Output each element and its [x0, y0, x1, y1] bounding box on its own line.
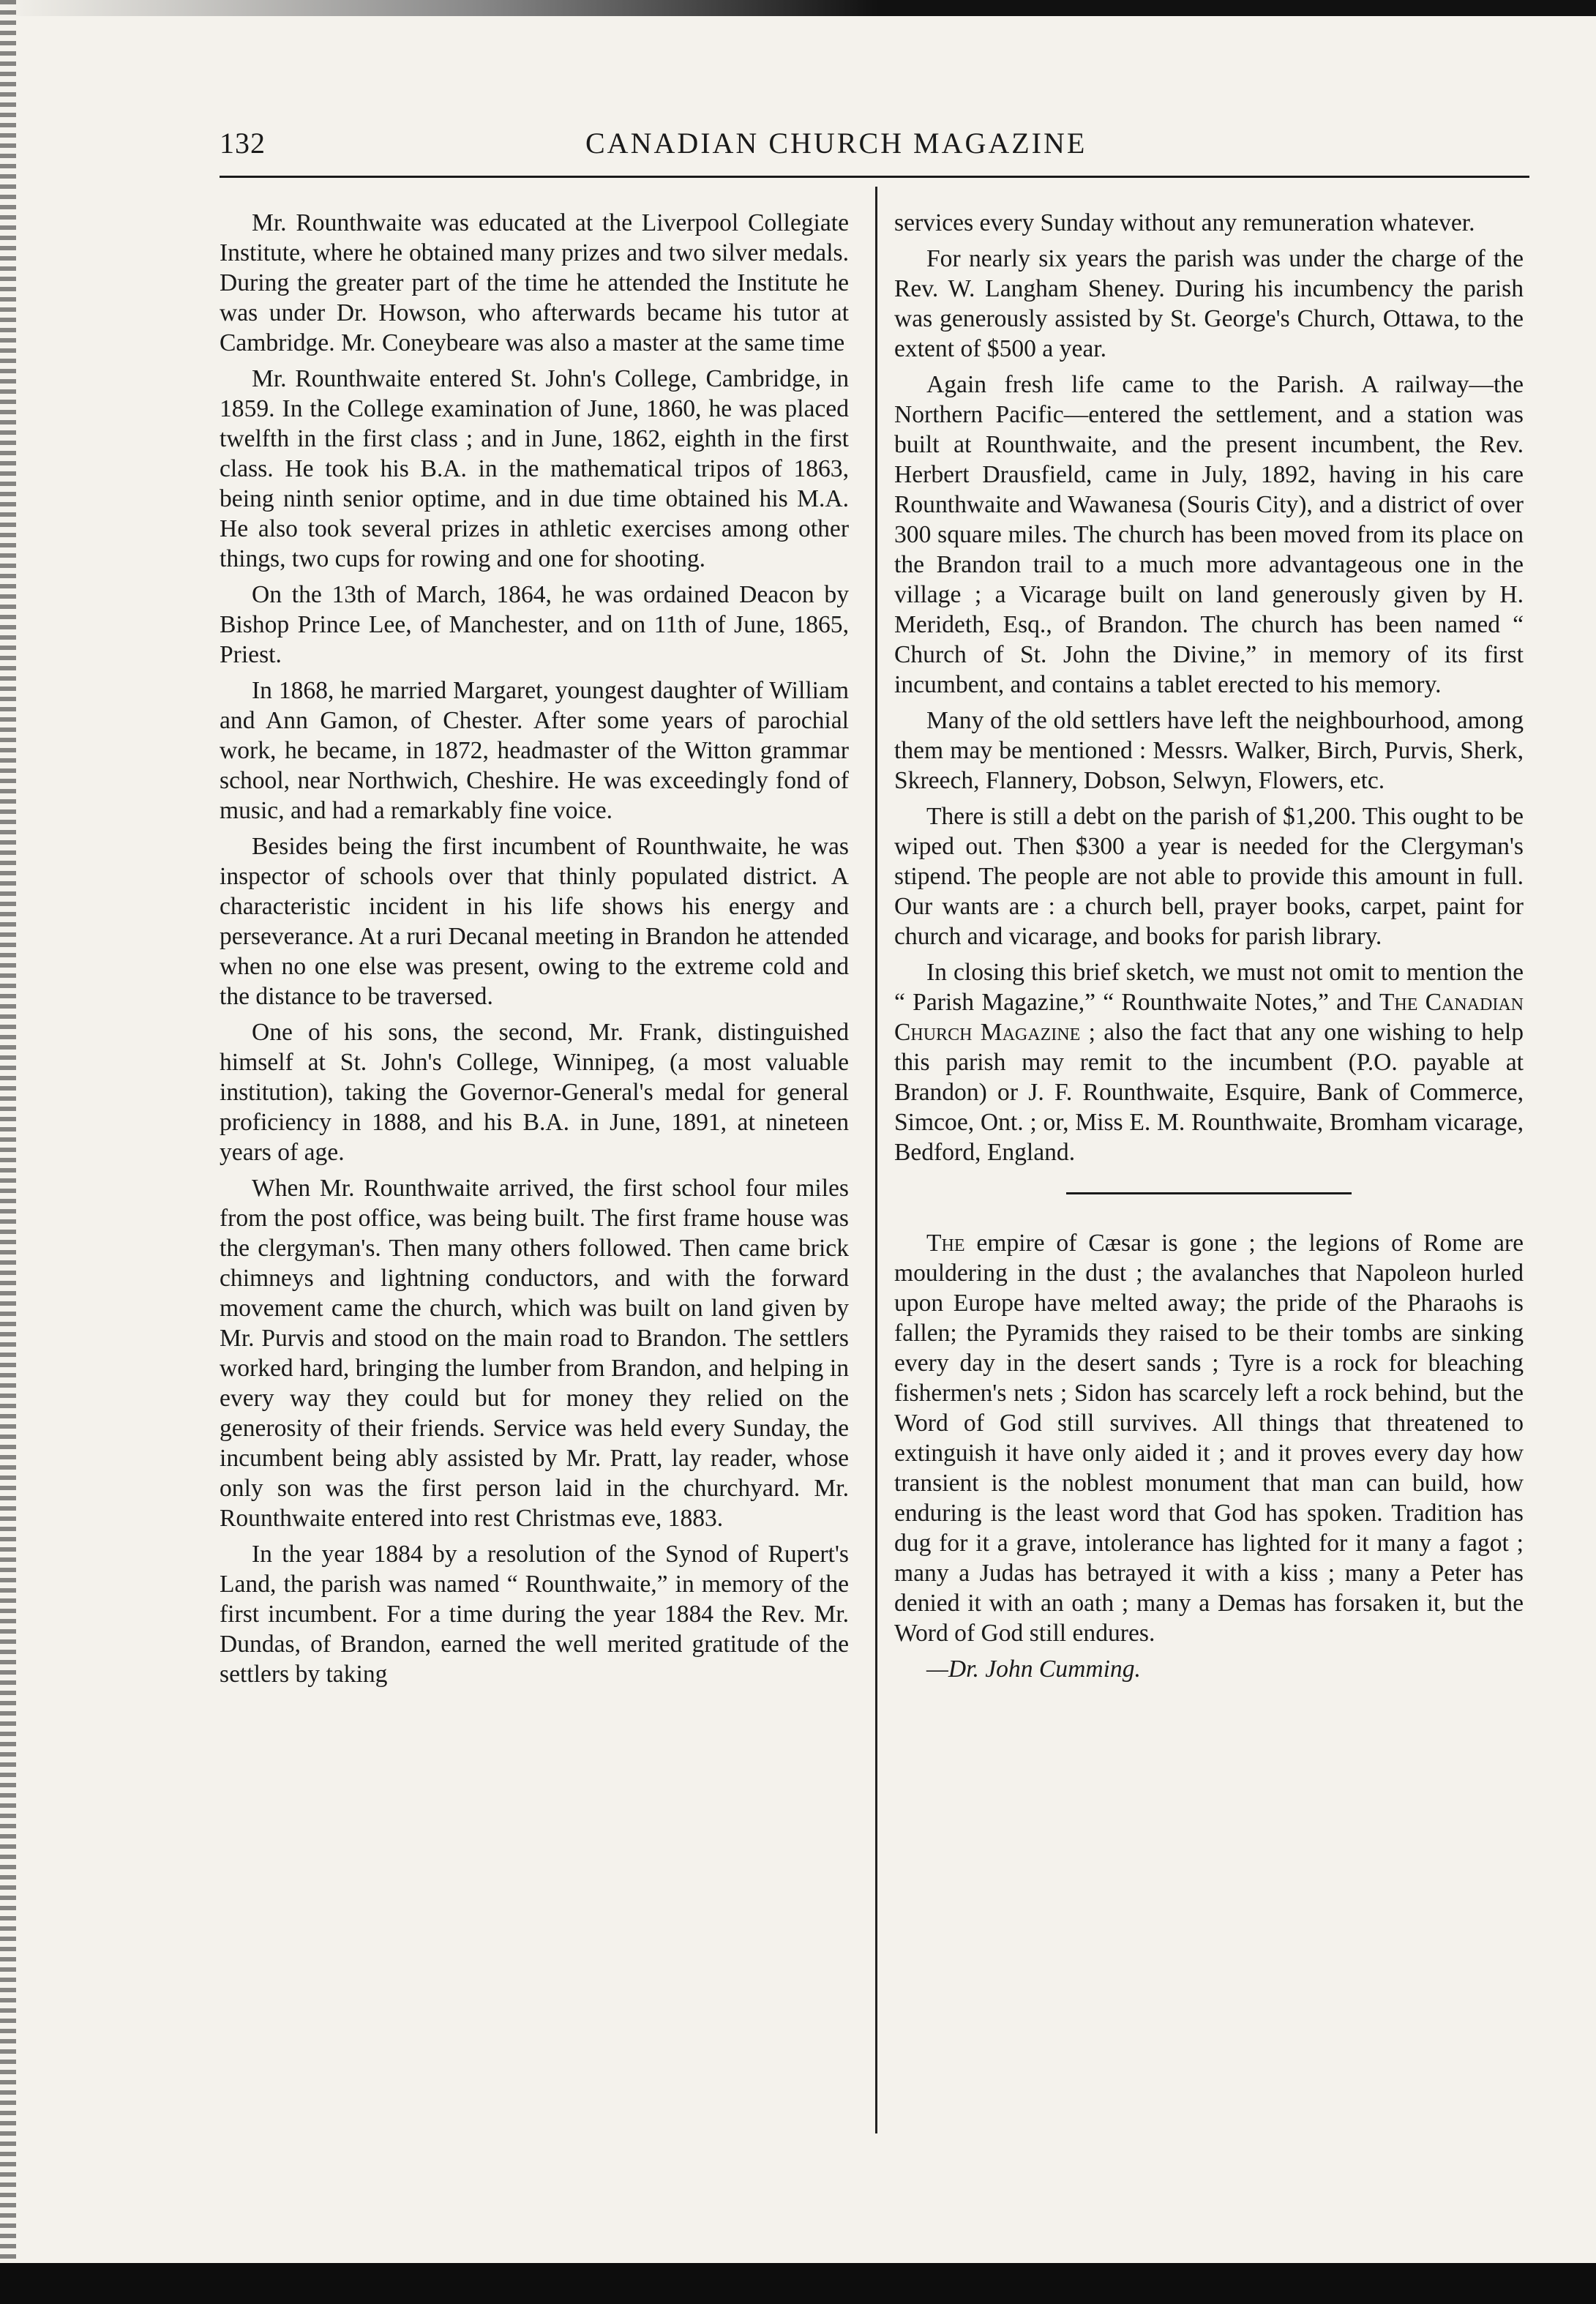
page-header: [220, 126, 1529, 170]
paragraph: On the 13th of March, 1864, he was ordained Deacon by Bishop Prince Lee, of Manchester, and on 11th of June, 1865, Priest.: [220, 581, 849, 668]
paragraph: Many of the old settlers have left the neighbourhood, among them may be mentioned : Messrs. Walker, Birch, Purvis, Sherk, Skreech, Flannery, Dobson, Selwyn, Flowers, etc.: [894, 707, 1524, 794]
paragraph: When Mr. Rounthwaite arrived, the first school four miles from the post office, was being built. The first frame house was the clergyman's. Then many others followed. Then came brick chimneys and lightning conductors, and with the forward movement came the church, which was built on land given by Mr. Purvis and stood on the main road to Brandon. The settlers worked hard, bringing the lumber from Brandon, and helping in every way they could but for money they relied on the generosity of their friends. Service was held every Sunday, the incumbent being ably assisted by Mr. Pratt, lay reader, whose only son was the first person laid in the churchyard. Mr. Rounthwaite entered into rest Christmas eve, 1883.: [220, 1175, 849, 1532]
paragraph: In 1868, he married Margaret, youngest daughter of William and Ann Gamon, of Chester. After some years of parochial work, he became, in 1872, headmaster of the Witton grammar school, near Northwich, Cheshire. He was exceedingly fond of music, and had a remarkably fine voice.: [220, 677, 849, 824]
quote-lead: The: [926, 1230, 965, 1257]
paragraph: Mr. Rounthwaite entered St. John's College, Cambridge, in 1859. In the College examination of June, 1860, he was placed twelfth in the first class ; and in June, 1862, eighth in the first class. He took his B.A. in the mathematical tripos of 1863, being ninth senior optime, and in due time obtained his M.A. He also took several prizes in athletic exercises among other things, two cups for rowing and one for shooting.: [220, 365, 849, 572]
column-divider: [875, 187, 877, 2133]
closing-text-end: ; also the fact that any one wishing to help this parish may remit to the incumbent (P.O. payable at Brandon) or J. F. Rounthwaite, Esquire, Bank of Commerce, Simcoe, Ont. ; or, Miss E. M. Rounthwaite, Bromham vicarage, Bedford, England.: [894, 1019, 1524, 1166]
scan-edge-top: [0, 0, 1596, 16]
running-title: CANADIAN CHURCH MAGAZINE: [585, 127, 1087, 160]
closing-paragraph: [894, 957, 1524, 1167]
paragraph: Again fresh life came to the Parish. A railway—the Northern Pacific—entered the settlement, and a station was built at Rounthwaite, and the present incumbent, the Rev. Herbert Drausfield, came in July, 1892, having in his care Rounthwaite and Wawanesa (Souris City), and a district of over 300 square miles. The church has been moved from its place on the Brandon trail to a much more advantageous one in the village ; a Vicarage built on land generously given by H. Merideth, Esq., of Brandon. The church has been named “ Church of St. John the Divine,” in memory of its first incumbent, and contains a tablet erected to his memory.: [894, 371, 1524, 698]
paragraph: Mr. Rounthwaite was educated at the Liverpool Collegiate Institute, where he obtained many prizes and two silver medals. During the greater part of the time he attended the Institute he was under Dr. Howson, who afterwards became his tutor at Cambridge. Mr. Coneybeare was also a master at the same time: [220, 209, 849, 356]
quote-attribution: —Dr. John Cumming.: [926, 1656, 1141, 1683]
scan-edge-left: [0, 0, 16, 2263]
paragraph: For nearly six years the parish was under the charge of the Rev. W. Langham Sheney. During his incumbency the parish was generously assisted by St. George's Church, Ottawa, to the extent of $500 a year.: [894, 245, 1524, 362]
paragraph: There is still a debt on the parish of $1,200. This ought to be wiped out. Then $300 a year is needed for the Clergyman's stipend. The people are not able to provide this amount in full. Our wants are : a church bell, prayer books, carpet, paint for church and vicarage, and books for parish library.: [894, 803, 1524, 950]
left-column: [220, 208, 849, 1695]
magazine-name: The Canadian Church Magazine: [894, 989, 1524, 1046]
header-rule: [220, 176, 1529, 178]
quote-text: empire of Cæsar is gone ; the legions of Rome are mouldering in the dust ; the avalanches that Napoleon hurled upon Europe have melted away; the pride of the Pharaohs is fallen; the Pyramids they raised to be their tombs are sinking every day in the desert sands ; Tyre is a rock for bleaching fishermen's nets ; Sidon has scarcely left a rock behind, but the Word of God still survives. All things that threatened to extinguish it have only aided it ; and it proves every day how transient is the noblest monument that man can build, how enduring is the least word that God has spoken. Tradition has dug for it a grave, intolerance has lighted for it many a fagot ; many a Judas has betrayed it with a kiss ; many a Peter has denied it with an oath ; many a Demas has forsaken it, but the Word of God still endures.: [894, 1230, 1524, 1647]
paragraph: One of his sons, the second, Mr. Frank, distinguished himself at St. John's College, Winnipeg, (a most valuable institution), taking the Governor-General's medal for general proficiency in 1888, and his B.A. in June, 1891, at nineteen years of age.: [220, 1019, 849, 1166]
quote-paragraph: [894, 1228, 1524, 1648]
paragraph: In the year 1884 by a resolution of the Synod of Rupert's Land, the parish was named “ Rounthwaite,” in memory of the first incumbent. For a time during the year 1884 the Rev. Mr. Dundas, of Brandon, earned the well merited gratitude of the settlers by taking: [220, 1541, 849, 1688]
right-column: [894, 208, 1524, 1690]
paragraph-continuation: services every Sunday without any remuneration whatever.: [894, 209, 1475, 236]
closing-text: In closing this brief sketch, we must not omit to mention the “ Parish Magazine,” “ Rounthwaite Notes,” and: [894, 959, 1524, 1016]
paragraph: Besides being the first incumbent of Rounthwaite, he was inspector of schools over that thinly populated district. A characteristic incident in his life shows his energy and perseverance. At a ruri Decanal meeting in Brandon he attended when no one else was present, owing to the extreme cold and the distance to be traversed.: [220, 833, 849, 1010]
page-number: 132: [220, 127, 266, 160]
scan-edge-bottom: [0, 2263, 1596, 2304]
section-divider: [1066, 1192, 1352, 1194]
